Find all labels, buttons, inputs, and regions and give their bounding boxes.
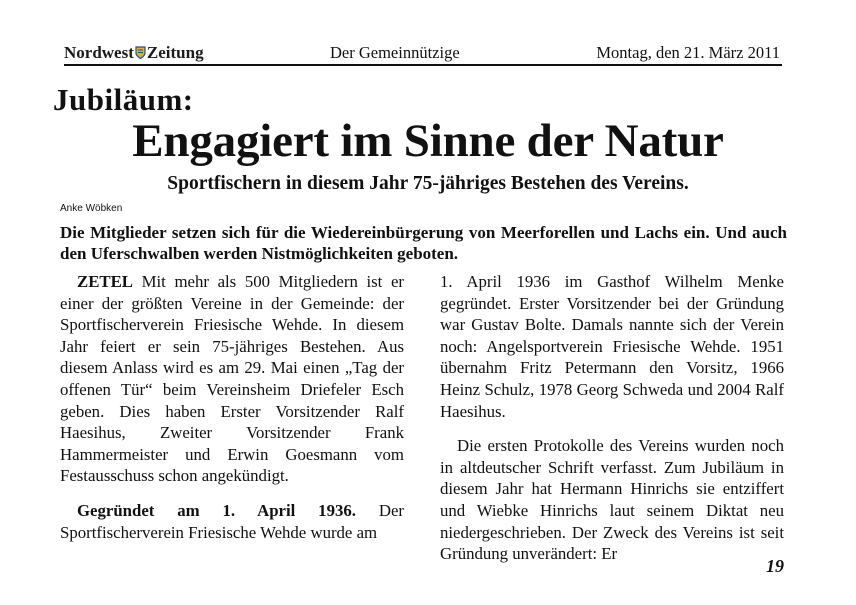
logo-text-right: Zeitung xyxy=(146,43,204,62)
article-kicker: Jubiläum: xyxy=(53,82,194,117)
paragraph-text: Der Sportfischerverein Friesische Wehde wurde am xyxy=(60,500,404,542)
article-headline: Engagiert im Sinne der Natur xyxy=(132,115,724,167)
paragraph-lead-in: Gegründet am 1. April 1936. xyxy=(77,500,356,520)
paragraph: 1. April 1936 im Gasthof Wilhelm Menke gegründet. Erster Vorsitzender bei der Gründung war Gustav Bolte. Damals nannte sich der Verein noch: Angelsportverein Friesische Wehde. 1951 übernahm Fritz Petermann den Vorsitz, 1966 Heinz Schulz, 1978 Georg Schweda und 2004 Ralf Haesihus. xyxy=(440,272,784,421)
paragraph xyxy=(60,271,404,487)
article-author: Anke Wöbken xyxy=(60,203,123,214)
article-subheadline: Sportfischern in diesem Jahr 75-jähriges Bestehen des Vereins. xyxy=(167,173,689,194)
article-lead: Die Mitglieder setzen sich für die Wiedereinbürgerung von Meerforellen und Lachs ein. Und auch den Uferschwalben werden Nistmöglichkeiten geboten. xyxy=(60,223,787,263)
paragraph xyxy=(60,500,404,543)
paragraph: Die ersten Protokolle des Vereins wurden noch in altdeutscher Schrift verfasst. Zum Jubiläum in diesem Jahr hat Hermann Hinrichs sie entziffert und Wiebke Hinrichs laut seinem Diktat neu niedergeschrieben. Der Zweck des Vereins ist seit Gründung unverändert: Er xyxy=(440,436,784,564)
article-column-1 xyxy=(60,271,404,543)
article-column-2 xyxy=(440,271,784,565)
newspaper-logo xyxy=(64,43,204,63)
paragraph-text: Mit mehr als 500 Mitgliedern ist er einer der größten Vereine in der Gemeinde: der Sportfischerverein Friesische Wehde. In diesem Jahr feiert er sein 75-jähriges Bestehen. Aus diesem Anlass wird es am 29. Mai einen „Tag der offenen Tür“ beim Vereinsheim Driefeler Esch geben. Dies haben Erster Vorsitzender Ralf Haesihus, Zweiter Vorsitzender Frank Hammermeister und Erwin Goesmann vom Festausschuss schon angekündigt. xyxy=(60,272,404,486)
shield-icon xyxy=(135,44,146,57)
logo-text-left: Nordwest xyxy=(64,43,134,62)
section-title: Der Gemeinnützige xyxy=(330,43,460,62)
page-number: 19 xyxy=(766,556,784,576)
masthead xyxy=(64,40,782,66)
dateline: ZETEL xyxy=(77,272,133,291)
header-rule xyxy=(64,64,782,66)
issue-date: Montag, den 21. März 2011 xyxy=(596,43,780,62)
